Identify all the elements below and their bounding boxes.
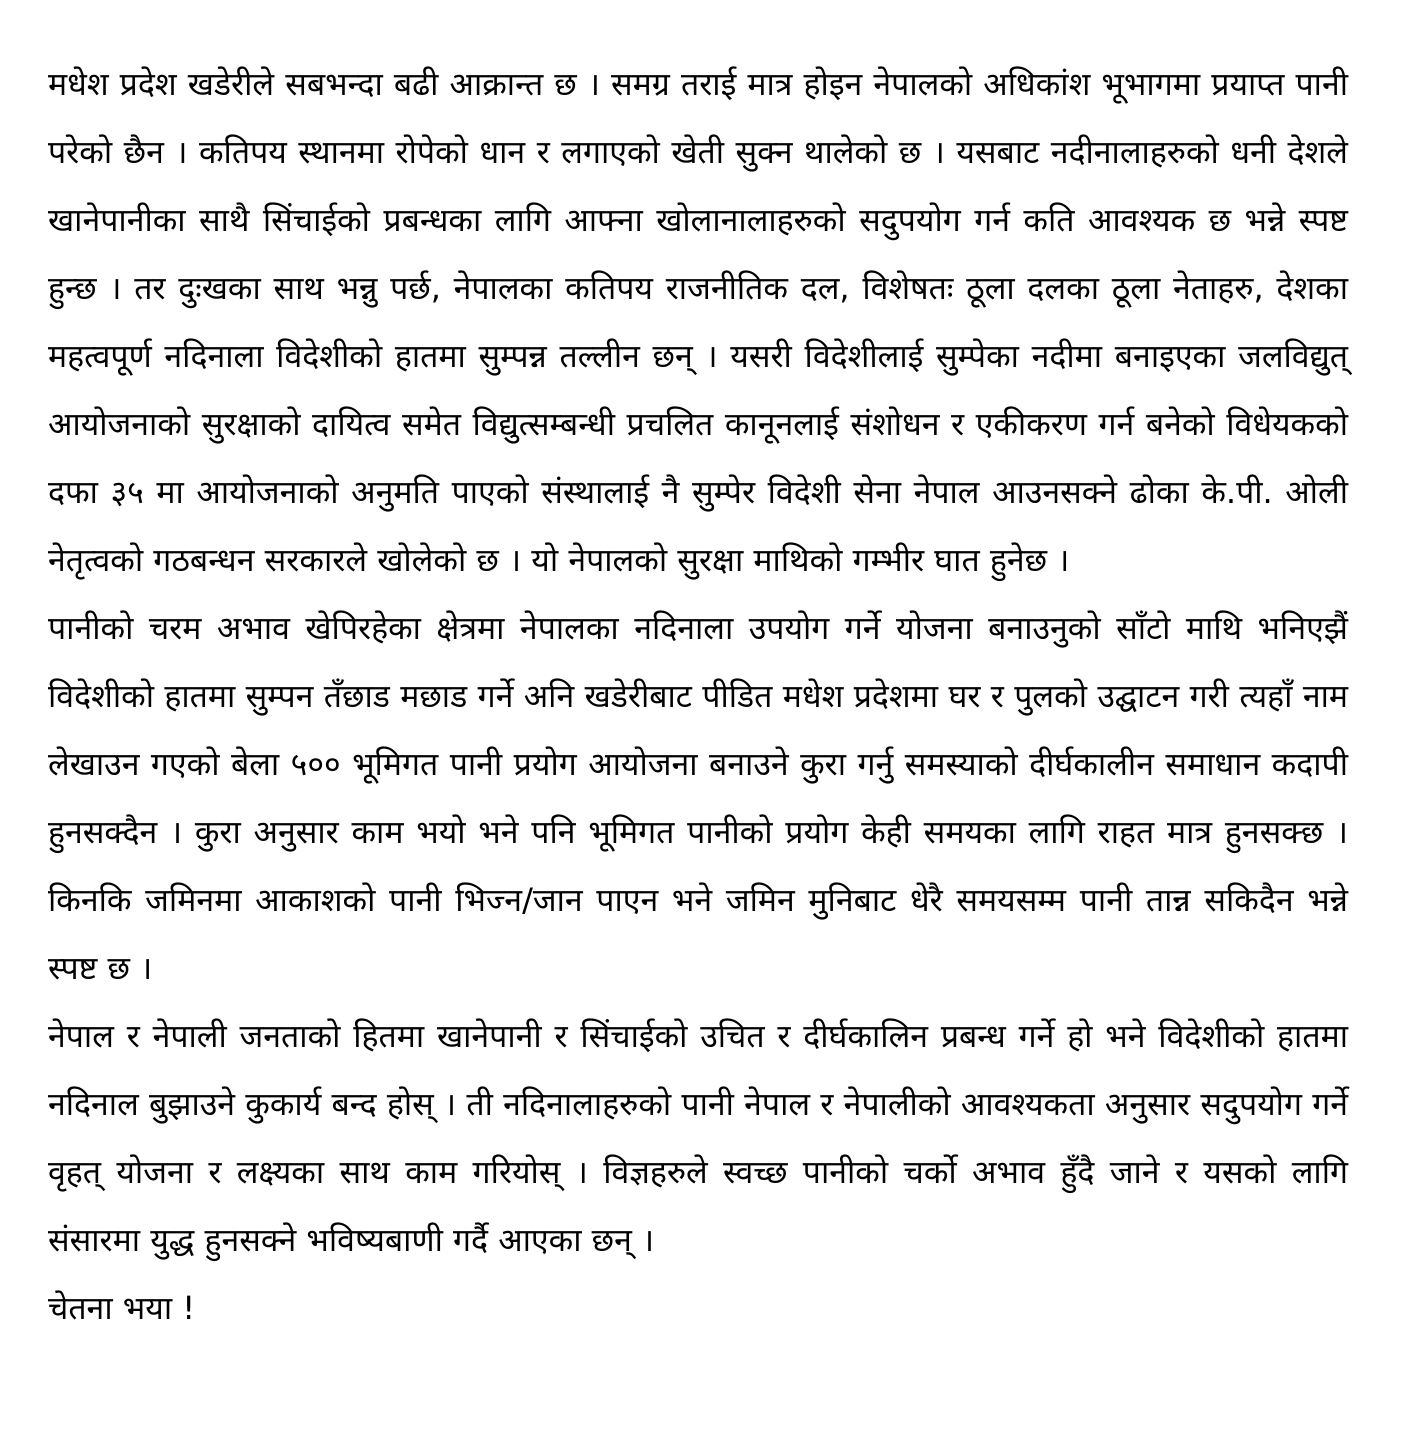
paragraph-3: नेपाल र नेपाली जनताको हितमा खानेपानी र सिंचाईको उचित र दीर्घकालिन प्रबन्ध गर्ने हो भने विदेशीको हातमा नदिनाल बुझाउने कुकार्य बन्द होस् । ती नदिनालाहरुको पानी नेपाल र नेपालीको आवश्यकता अनुसार सदुपयोग गर्ने वृहत् योजना र लक्ष्यका साथ काम गरियोस् । विज्ञहरुले स्वच्छ पानीको चर्को अभाव हुँदै जाने र यसको लागि संसारमा युद्ध हुनसक्ने भविष्यबाणी गर्दै आएका छन् ।	[48, 1017, 1348, 1259]
paragraph-2: पानीको चरम अभाव खेपिरहेका क्षेत्रमा नेपालका नदिनाला उपयोग गर्ने योजना बनाउनुको साँटो माथि भनिएझैं विदेशीको हातमा सुम्पन तँछाड मछाड गर्ने अनि खडेरीबाट पीडित मधेश प्रदेशमा घर र पुलको उद्घाटन गरी त्यहाँ नाम लेखाउन गएको बेला ५०० भूमिगत पानी प्रयोग आयोजना बनाउने कुरा गर्नु समस्याको दीर्घकालीन समाधान कदापी हुनसक्दैन । कुरा अनुसार काम भयो भने पनि भूमिगत पानीको प्रयोग केही समयका लागि राहत मात्र हुनसक्छ । किनकि जमिनमा आकाशको पानी भिज्न/जान पाएन भने जमिन मुनिबाट धेरै समयसम्म पानी तान्न सकिदैन भन्ने स्पष्ट छ ।	[48, 609, 1348, 987]
document-body	[48, 50, 1348, 1342]
closing-line: चेतना भया !	[48, 1289, 196, 1327]
paragraph-1: मधेश प्रदेश खडेरीले सबभन्दा बढी आक्रान्त छ । समग्र तराई मात्र होइन नेपालको अधिकांश भूभागमा प्रयाप्त पानी परेको छैन । कतिपय स्थानमा रोपेको धान र लगाएको खेती सुक्न थालेको छ । यसबाट नदीनालाहरुको धनी देशले खानेपानीका साथै सिंचाईको प्रबन्धका लागि आफ्ना खोलानालाहरुको सदुपयोग गर्न कति आवश्यक छ भन्ने स्पष्ट हुन्छ । तर दुःखका साथ भन्नु पर्छ, नेपालका कतिपय राजनीतिक दल, विशेषतः ठूला दलका ठूला नेताहरु, देशका महत्वपूर्ण नदिनाला विदेशीको हातमा सुम्पन्न तल्लीन छन् । यसरी विदेशीलाई सुम्पेका नदीमा बनाइएका जलविद्युत् आयोजनाको सुरक्षाको दायित्व समेत विद्युत्सम्बन्धी प्रचलित कानूनलाई संशोधन र एकीकरण गर्न बनेको विधेयकको दफा ३५ मा आयोजनाको अनुमति पाएको संस्थालाई नै सुम्पेर विदेशी सेना नेपाल आउनसक्ने ढोका के.पी. ओली नेतृत्वको गठबन्धन सरकारले खोलेको छ । यो नेपालको सुरक्षा माथिको गम्भीर घात हुनेछ ।	[48, 65, 1348, 579]
